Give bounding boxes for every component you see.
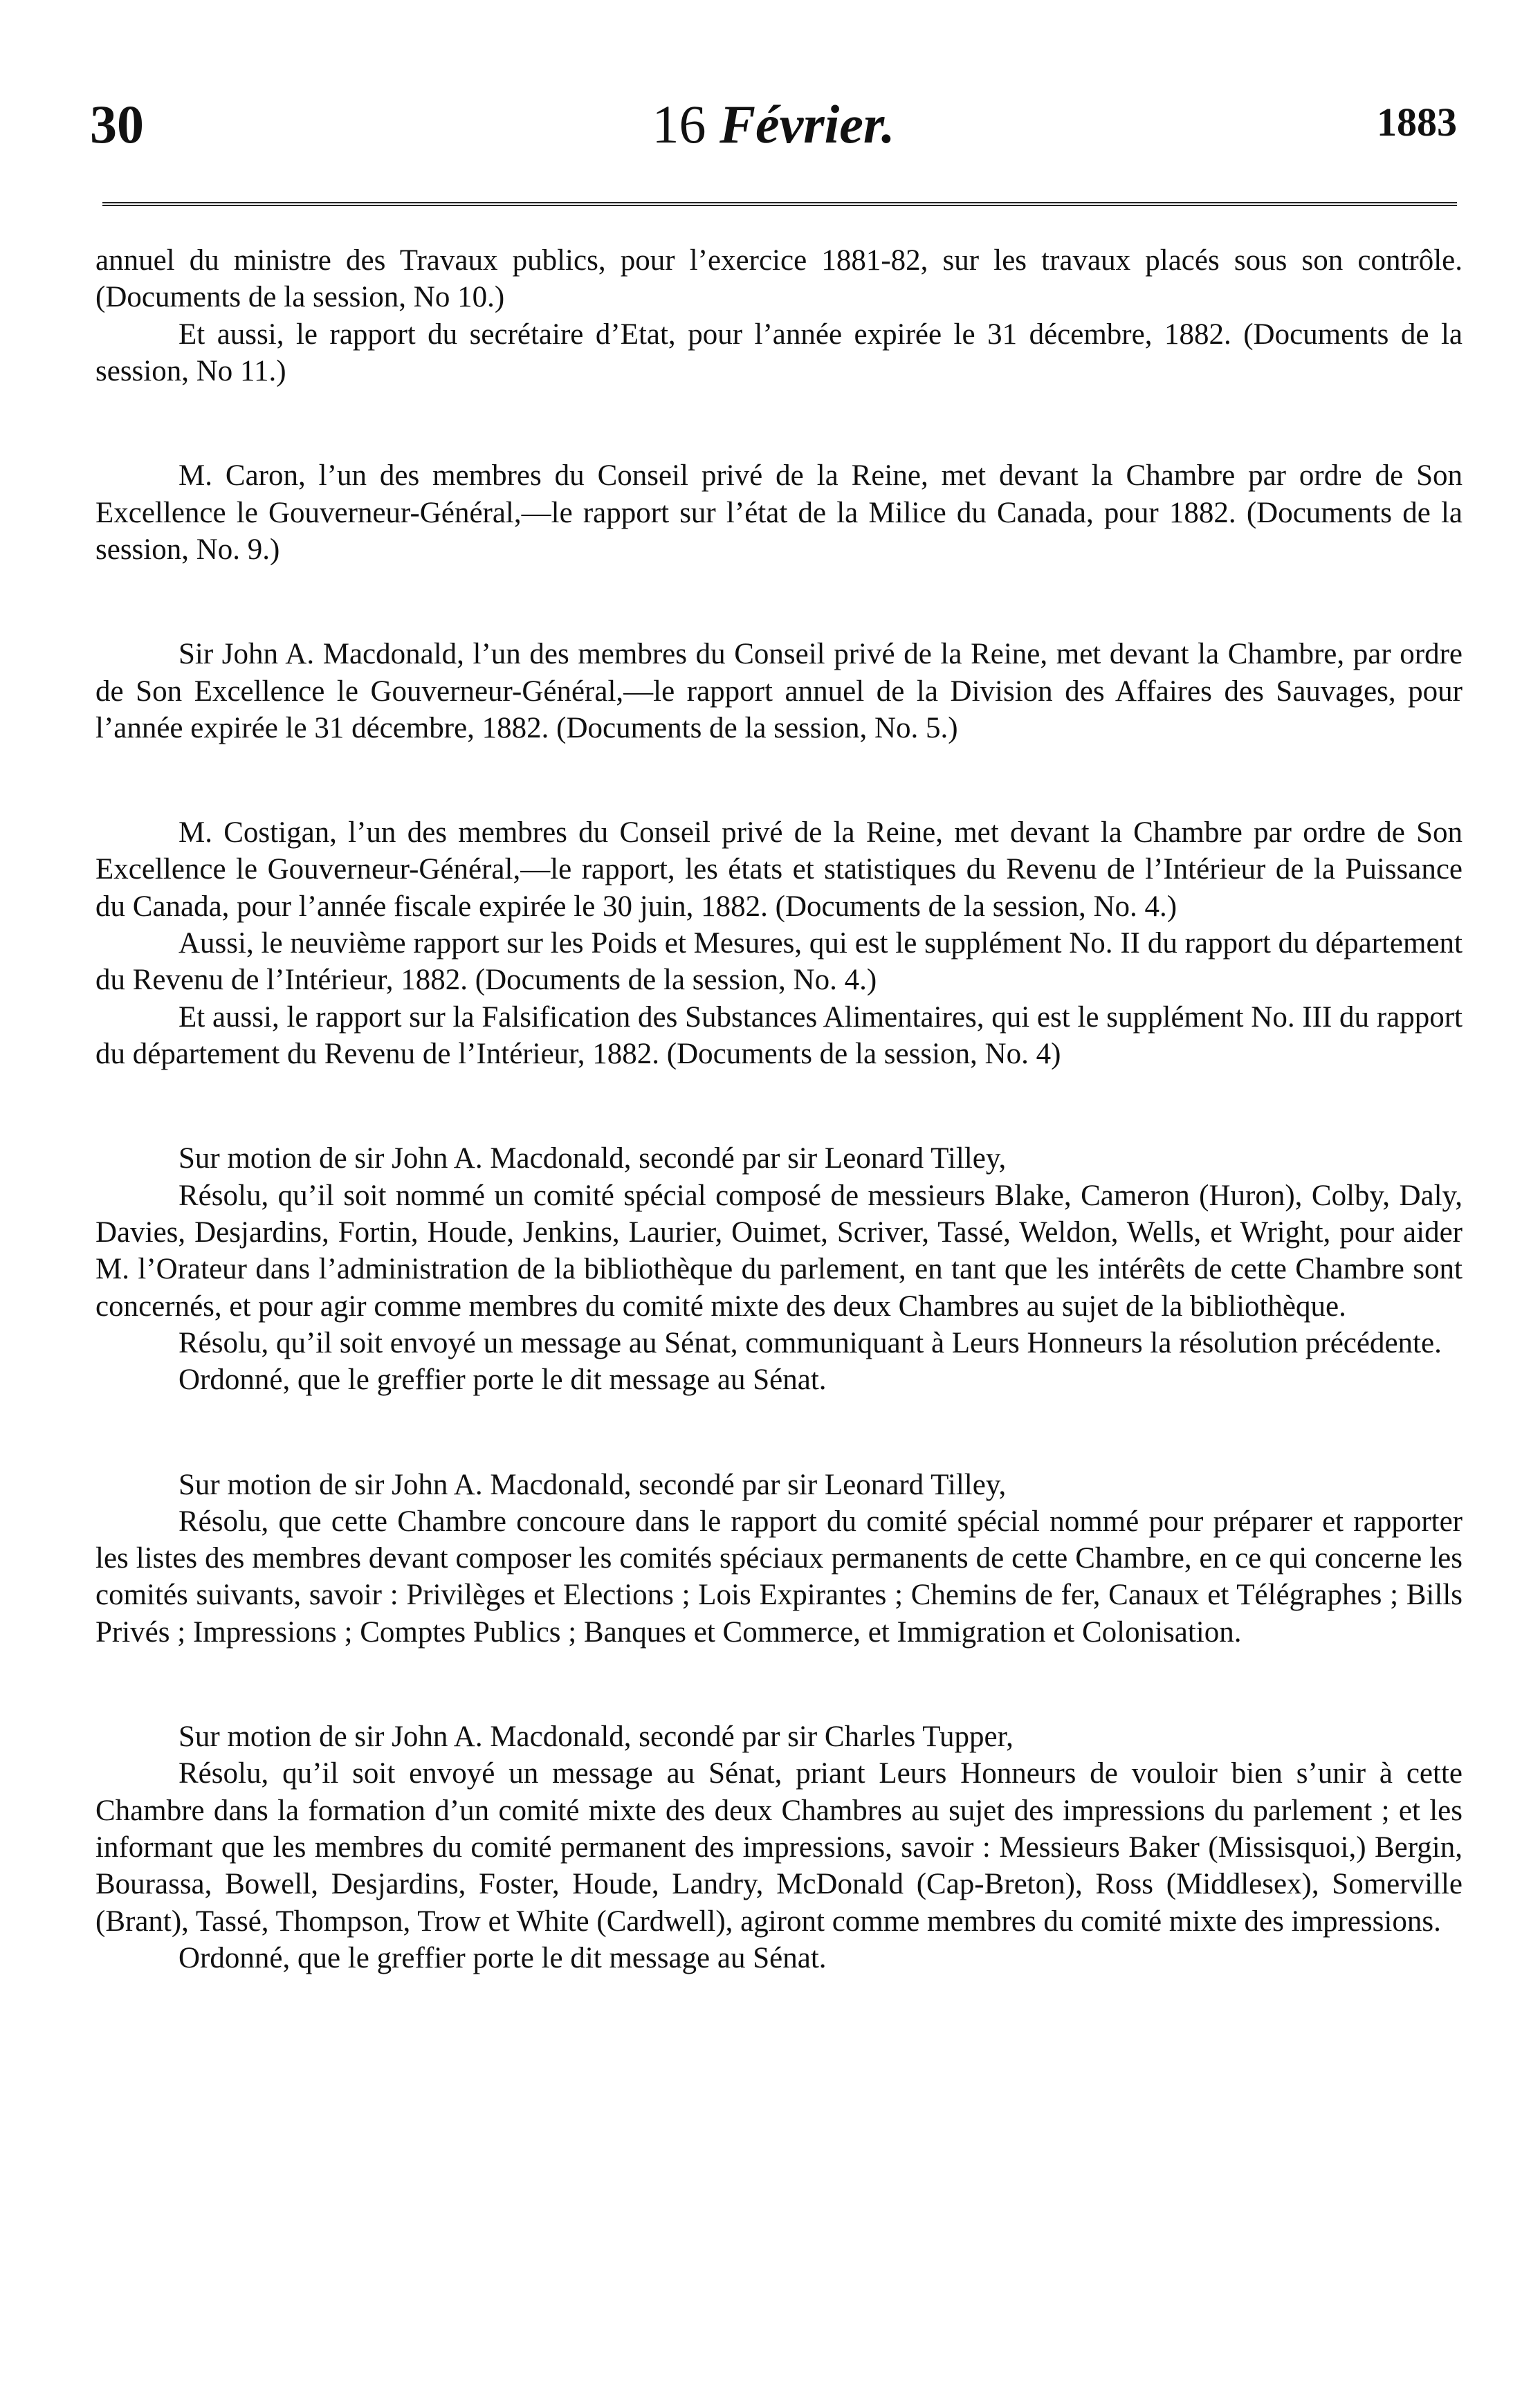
paragraph-2: M. Caron, l’un des membres du Conseil privé de la Reine, met devant la Chambre par ordre de Son Excellence le Gouverneur-Général,—le rapport sur l’état de la Milice du Canada, pour 1882. (Documents de la session, No. 9.): [95, 459, 1463, 566]
bottom-spacing: [95, 1976, 1463, 1997]
header-rule: [102, 202, 1457, 210]
paragraph-15: Ordonné, que le greffier porte le dit message au Sénat.: [178, 1941, 827, 1974]
paragraph-8: Résolu, qu’il soit nommé un comité spécial composé de messieurs Blake, Cameron (Huron), Colby, Daly, Davies, Desjardins, Fortin, Houde, Jenkins, Laurier, Ouimet, Scriver, Tassé, Weldon, Wells, et Wright, pour aider M. l’Orateur dans l’administration de la bibliothèque du parlement, en tant que les intérêts de cette Chambre sont concernés, et pour agir comme membres du comité mixte des deux Chambres au sujet de la bibliothèque.: [95, 1179, 1463, 1323]
paragraph-0: annuel du ministre des Travaux publics, pour l’exercice 1881-82, sur les travaux placés sous son contrôle. (Documents de la session, No 10.): [95, 244, 1463, 314]
title-month: Février.: [719, 94, 895, 154]
paragraph-1: Et aussi, le rapport du secrétaire d’Etat, pour l’année expirée le 31 décembre, 1882. (Documents de la session, No 11.): [95, 318, 1463, 387]
document-body: [95, 242, 1463, 1997]
paragraph-5: Aussi, le neuvième rapport sur les Poids et Mesures, qui est le supplément No. II du rapport du département du Revenu de l’Intérieur, 1882. (Documents de la session, No. 4.): [95, 927, 1463, 997]
paragraph-7: Sur motion de sir John A. Macdonald, secondé par sir Leonard Tilley,: [178, 1142, 1007, 1175]
paragraph-11: Sur motion de sir John A. Macdonald, secondé par sir Leonard Tilley,: [178, 1468, 1007, 1501]
paragraph-12: Résolu, que cette Chambre concoure dans le rapport du comité spécial nommé pour préparer et rapporter les listes des membres devant composer les comités spéciaux permanents de cette Chambre, en ce qui concerne les comités suivants, savoir : Privilèges et Elections ; Lois Expirantes ; Chemins de fer, Canaux et Télégraphes ; Bills Privés ; Impressions ; Comptes Publics ; Banques et Commerce, et Immigration et Colonisation.: [95, 1505, 1463, 1649]
page-number: 30: [90, 94, 144, 154]
paragraph-3: Sir John A. Macdonald, l’un des membres du Conseil privé de la Reine, met devant la Chambre, par ordre de Son Excellence le Gouverneur-Général,—le rapport annuel de la Division des Affaires des Sauvages, pour l’année expirée le 31 décembre, 1882. (Documents de la session, No. 5.): [95, 638, 1463, 744]
paragraph-4: M. Costigan, l’un des membres du Conseil privé de la Reine, met devant la Chambre par ordre de Son Excellence le Gouverneur-Général,—le rapport, les états et statistiques du Revenu de l’Intérieur de la Puissance du Canada, pour l’année fiscale expirée le 30 juin, 1882. (Documents de la session, No. 4.): [95, 816, 1463, 923]
paragraph-9: Résolu, qu’il soit envoyé un message au Sénat, communiquant à Leurs Honneurs la résolution précédente.: [178, 1326, 1442, 1359]
paragraph-14: Résolu, qu’il soit envoyé un message au Sénat, priant Leurs Honneurs de vouloir bien s’unir à cette Chambre dans la formation d’un comité mixte des deux Chambres au sujet des impressions du parlement ; et les informant que les membres du comité permanent des impressions, savoir : Messieurs Baker (Missisquoi,) Bergin, Bourassa, Bowell, Desjardins, Foster, Houde, Landry, McDonald (Cap-Breton), Ross (Middlesex), Somerville (Brant), Tassé, Thompson, Trow et White (Cardwell), agiront comme membres du comité mixte des impressions.: [95, 1757, 1463, 1938]
paragraph-13: Sur motion de sir John A. Macdonald, secondé par sir Charles Tupper,: [178, 1721, 1014, 1754]
paragraph-6: Et aussi, le rapport sur la Falsification des Substances Alimentaires, qui est le supplément No. III du rapport du département du Revenu de l’Intérieur, 1882. (Documents de la session, No. 4): [95, 1000, 1463, 1070]
year: 1883: [1377, 100, 1457, 145]
page-title: [90, 93, 1457, 156]
page-header: [90, 93, 1457, 169]
paragraph-10: Ordonné, que le greffier porte le dit message au Sénat.: [178, 1364, 827, 1397]
title-date: 16: [652, 94, 706, 154]
